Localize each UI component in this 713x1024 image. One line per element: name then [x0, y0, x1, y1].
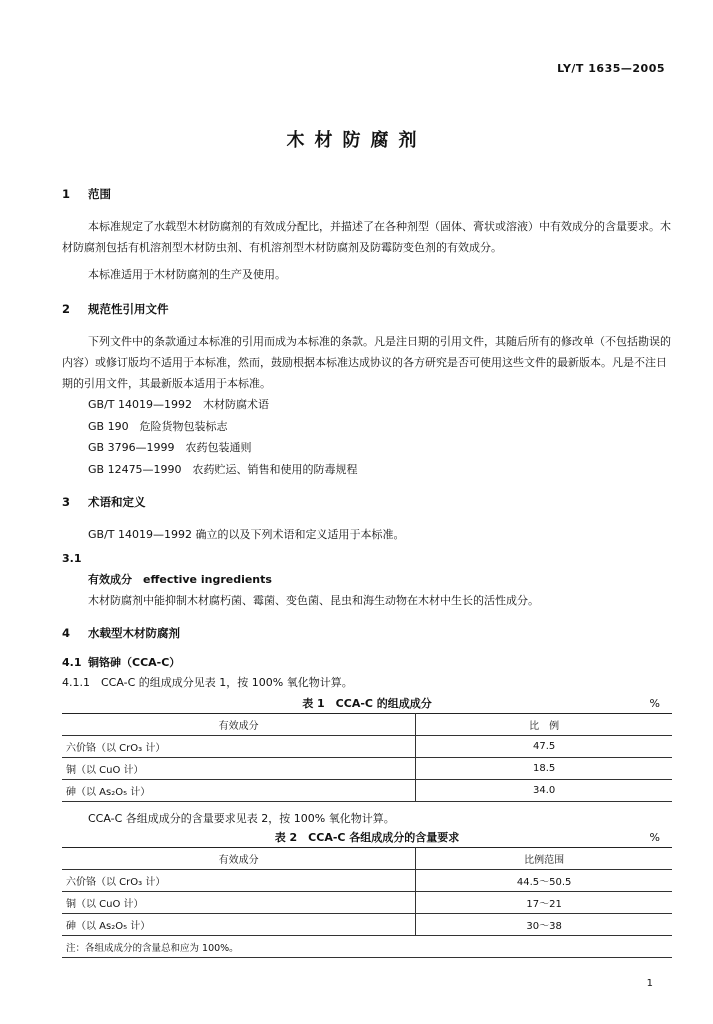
table-note-row	[62, 936, 672, 958]
table-cell: 砷（以 As₂O₅ 计）	[62, 780, 416, 802]
standard-code: LY/T 1635—2005	[557, 62, 665, 75]
section-2-paragraph: 下列文件中的条款通过本标准的引用而成为本标准的条款。凡是注日期的引用文件，其随后所有的修改单（不包括勘误的内容）或修订版均不适用于本标准，然而，鼓励根据本标准达成协议的各方研究是否可使用这些文件的最新版本。凡是不注日期的引用文件，其最新版本适用于本标准。	[62, 335, 671, 390]
table-header-cell: 有效成分	[62, 848, 416, 870]
section-3-paragraph: GB/T 14019—1992 确立的以及下列术语和定义适用于本标准。	[88, 528, 405, 541]
section-title: 规范性引用文件	[88, 302, 169, 316]
table-unit: %	[649, 697, 660, 710]
page-number: 1	[646, 978, 653, 989]
subsection-number: 3.1	[62, 552, 82, 565]
subsection-3-1-number	[62, 549, 672, 569]
table-2-caption	[62, 829, 672, 847]
section-1-heading	[62, 186, 672, 202]
section-title: 范围	[88, 187, 111, 201]
table-row	[62, 870, 672, 892]
section-title: 水载型木材防腐剂	[88, 626, 180, 640]
table-row	[62, 780, 672, 802]
section-4-heading	[62, 625, 672, 641]
table-cell: 30～38	[416, 914, 672, 936]
reference-item: GB/T 14019—1992 木材防腐术语	[88, 398, 269, 411]
section-number: 4	[62, 626, 71, 640]
section-1-paragraph: 本标准规定了水载型木材防腐剂的有效成分配比，并描述了在各种剂型（固体、膏状或溶液）中有效成分的含量要求。木材防腐剂包括有机溶剂型木材防虫剂、有机溶剂型木材防腐剂及防霉防变色剂的有效成分。	[62, 220, 671, 254]
table-header-cell: 有效成分	[62, 714, 416, 736]
table-cell: 18.5	[416, 758, 672, 780]
reference-item: GB 12475—1990 农药贮运、销售和使用的防毒规程	[88, 462, 358, 476]
section-2-heading	[62, 301, 672, 317]
table-1	[62, 713, 672, 802]
table-note: 注：各组成成分的含量总和应为 100%。	[62, 936, 672, 958]
section-number: 3	[62, 495, 71, 509]
table-header-row	[62, 848, 672, 870]
term-heading: 有效成分 effective ingredients	[88, 573, 272, 586]
table-cell: 34.0	[416, 780, 672, 802]
table-header-cell: 比 例	[416, 714, 672, 736]
subsection-4-1-1: 4.1.1 CCA-C 的组成成分见表 1，按 100% 氧化物计算。	[62, 676, 353, 689]
section-number: 1	[62, 187, 71, 201]
section-number: 2	[62, 302, 71, 316]
table-cell: 六价铬（以 CrO₃ 计）	[62, 870, 416, 892]
table-cell: 47.5	[416, 736, 672, 758]
table-1-caption	[62, 695, 672, 713]
section-title: 术语和定义	[88, 495, 146, 509]
reference-item: GB 3796—1999 农药包装通则	[88, 441, 252, 454]
document-title: 木材防腐剂	[286, 130, 427, 151]
table-caption-text: 表 1 CCA-C 的组成成分	[302, 697, 432, 710]
table-row	[62, 914, 672, 936]
table-cell: 铜（以 CuO 计）	[62, 758, 416, 780]
term-definition: 木材防腐剂中能抑制木材腐朽菌、霉菌、变色菌、昆虫和海生动物在木材中生长的活性成分。	[88, 594, 539, 607]
table-cell: 六价铬（以 CrO₃ 计）	[62, 736, 416, 758]
subsection-title: 铜铬砷（CCA-C）	[88, 656, 181, 669]
section-3-heading	[62, 494, 672, 510]
table-cell: 砷（以 As₂O₅ 计）	[62, 914, 416, 936]
table-cell: 44.5～50.5	[416, 870, 672, 892]
table-cell: 17～21	[416, 892, 672, 914]
section-1-scope-paragraph: 本标准适用于木材防腐剂的生产及使用。	[88, 268, 286, 281]
subsection-number: 4.1	[62, 656, 82, 669]
table-unit: %	[649, 831, 660, 844]
table-row	[62, 736, 672, 758]
document-body	[62, 186, 672, 958]
table-row	[62, 758, 672, 780]
reference-item: GB 190 危险货物包装标志	[88, 419, 228, 433]
table-header-cell: 比例范围	[416, 848, 672, 870]
subsection-4-1-heading	[62, 653, 672, 673]
table-header-row	[62, 714, 672, 736]
table-2-intro: CCA-C 各组成成分的含量要求见表 2，按 100% 氧化物计算。	[88, 812, 395, 825]
table-caption-text: 表 2 CCA-C 各组成成分的含量要求	[274, 831, 460, 844]
table-cell: 铜（以 CuO 计）	[62, 892, 416, 914]
table-2	[62, 847, 672, 958]
table-row	[62, 892, 672, 914]
